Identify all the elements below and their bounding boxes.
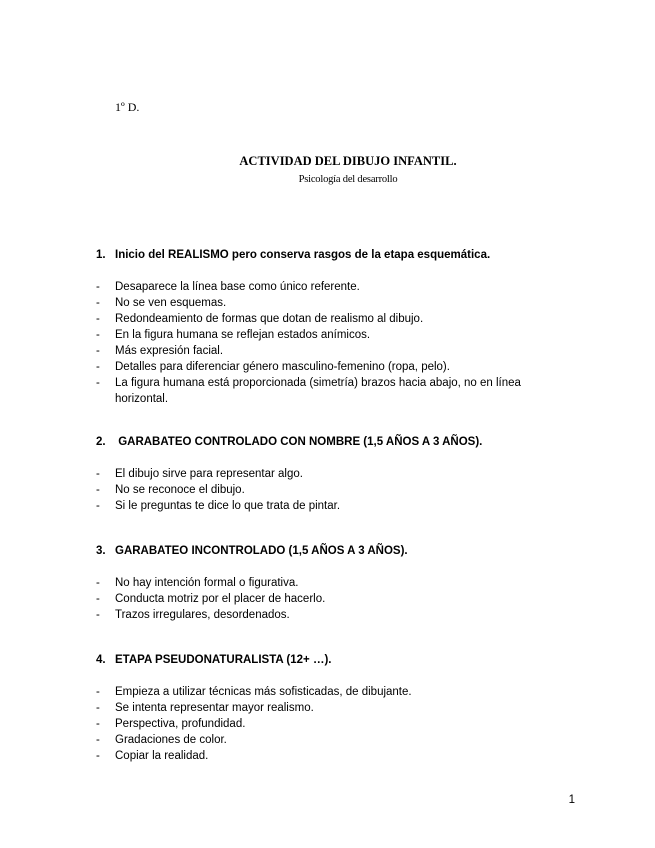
- list-item: [0, 700, 655, 716]
- bullet-dash: -: [96, 609, 100, 621]
- list-item-text: Si le preguntas te dice lo que trata de pintar.: [115, 500, 341, 512]
- bullet-dash: -: [96, 718, 100, 730]
- bullet-dash: -: [96, 484, 100, 496]
- list-item-text: Se intenta representar mayor realismo.: [115, 702, 314, 714]
- bullet-dash: -: [96, 734, 100, 746]
- list-item: [0, 732, 655, 748]
- list-item: [0, 343, 655, 359]
- bullet-dash: -: [96, 702, 100, 714]
- bullet-dash: -: [96, 750, 100, 762]
- section-heading: [96, 545, 408, 557]
- list-item: [0, 375, 655, 407]
- bullet-dash: -: [96, 329, 100, 341]
- bullet-dash: -: [96, 281, 100, 293]
- bullet-dash: -: [96, 593, 100, 605]
- section-number: 2.: [96, 436, 106, 448]
- bullet-dash: -: [96, 686, 100, 698]
- bullet-list: [0, 466, 655, 514]
- bullet-dash: -: [96, 361, 100, 373]
- list-item: [0, 591, 655, 607]
- section-heading: [96, 249, 490, 261]
- list-item: [0, 466, 655, 482]
- list-item: [0, 684, 655, 700]
- bullet-dash: -: [96, 345, 100, 357]
- list-item: [0, 295, 655, 311]
- list-item-text: Copiar la realidad.: [115, 750, 209, 762]
- bullet-dash: -: [96, 577, 100, 589]
- section-title: ETAPA PSEUDONATURALISTA (12+ …).: [115, 654, 332, 666]
- list-item-text: Redondeamiento de formas que dotan de realismo al dibujo.: [115, 313, 424, 325]
- list-item: [0, 575, 655, 591]
- section-heading: [96, 436, 482, 448]
- section-number: 4.: [96, 654, 106, 666]
- list-item: [0, 498, 655, 514]
- list-item-text: No hay intención formal o figurativa.: [115, 577, 299, 589]
- list-item: [0, 279, 655, 295]
- list-item: [0, 607, 655, 623]
- document-subtitle: Psicología del desarrollo: [298, 174, 398, 185]
- list-item-text: Desaparece la línea base como único referente.: [115, 281, 360, 293]
- list-item-text: Detalles para diferenciar género masculino-femenino (ropa, pelo).: [115, 361, 450, 373]
- list-item: [0, 311, 655, 327]
- section-title: Inicio del REALISMO pero conserva rasgos de la etapa esquemática.: [115, 249, 491, 261]
- list-item: [0, 359, 655, 375]
- list-item: [0, 327, 655, 343]
- page-number: 1: [568, 794, 575, 806]
- section-title: GARABATEO INCONTROLADO (1,5 AÑOS A 3 AÑOS).: [115, 545, 408, 557]
- list-item-text: Gradaciones de color.: [115, 734, 227, 746]
- list-item: [0, 482, 655, 498]
- list-item-text: Empieza a utilizar técnicas más sofisticadas, de dibujante.: [115, 686, 412, 698]
- list-item: [0, 716, 655, 732]
- document-title: ACTIVIDAD DEL DIBUJO INFANTIL.: [239, 154, 457, 168]
- list-item-text: Más expresión facial.: [115, 345, 224, 357]
- list-item-text: La figura humana está proporcionada (simetría) brazos hacia abajo, no en línea horizontal.: [115, 377, 521, 405]
- list-item-text: Perspectiva, profundidad.: [115, 718, 246, 730]
- list-item-text: No se reconoce el dibujo.: [115, 484, 245, 496]
- bullet-dash: -: [96, 377, 100, 389]
- section-heading: [96, 654, 332, 666]
- bullet-dash: -: [96, 468, 100, 480]
- section-number: 3.: [96, 545, 106, 557]
- list-item: [0, 748, 655, 764]
- section-number: 1.: [96, 249, 106, 261]
- list-item-text: En la figura humana se reflejan estados anímicos.: [115, 329, 371, 341]
- section-title: GARABATEO CONTROLADO CON NOMBRE (1,5 AÑOS A 3 AÑOS).: [115, 436, 483, 448]
- bullet-dash: -: [96, 500, 100, 512]
- list-item-text: Trazos irregulares, desordenados.: [115, 609, 290, 621]
- list-item-text: Conducta motriz por el placer de hacerlo.: [115, 593, 326, 605]
- bullet-list: [0, 684, 655, 764]
- course-label: 1º D.: [115, 100, 140, 114]
- list-item-text: El dibujo sirve para representar algo.: [115, 468, 303, 480]
- bullet-list: [0, 575, 655, 623]
- bullet-list: [0, 279, 655, 407]
- bullet-dash: -: [96, 313, 100, 325]
- list-item-text: No se ven esquemas.: [115, 297, 227, 309]
- bullet-dash: -: [96, 297, 100, 309]
